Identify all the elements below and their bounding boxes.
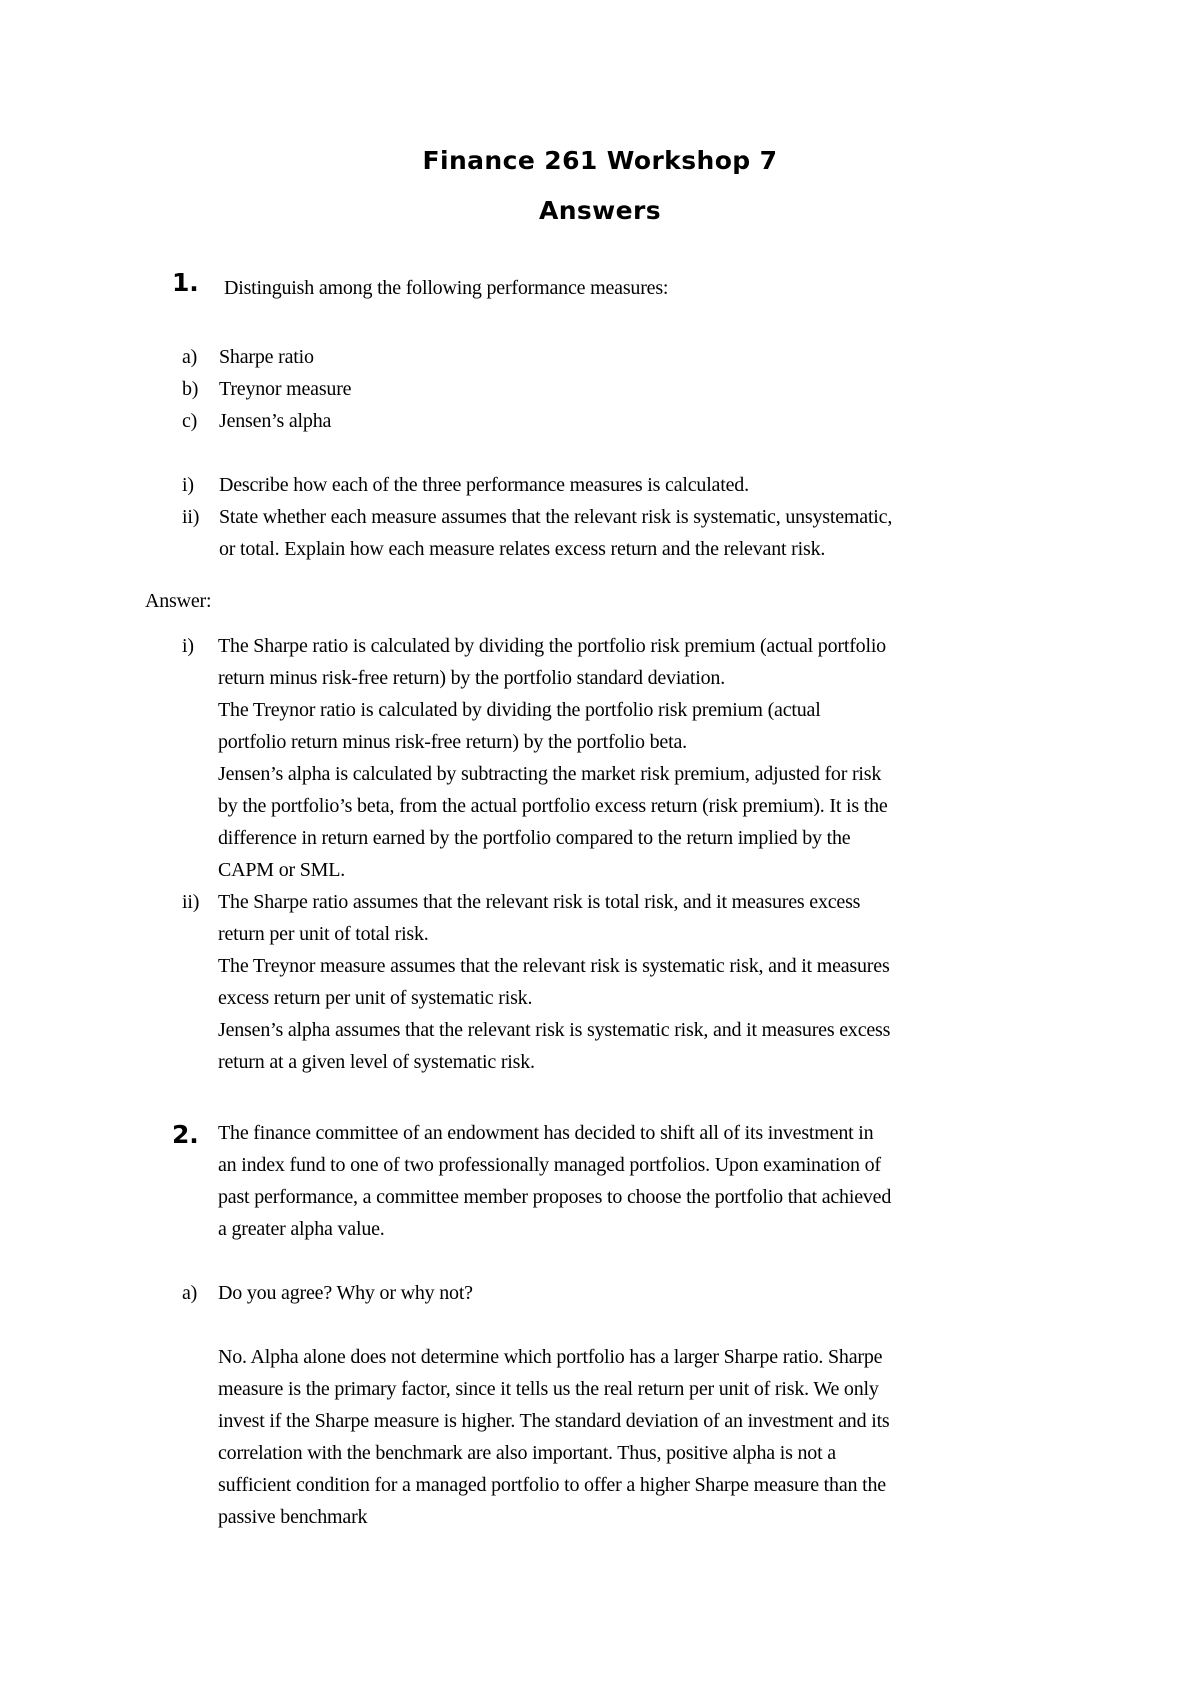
answer-i-line: portfolio return minus risk-free return) by the portfolio beta. <box>218 731 687 753</box>
task-label-i: i) <box>182 474 194 496</box>
task-i-line: Describe how each of the three performance measures is calculated. <box>219 474 749 496</box>
measure-label-b: b) <box>182 378 199 400</box>
measure-treynor: Treynor measure <box>219 378 352 400</box>
question-2-answer-line: sufficient condition for a managed portfolio to offer a higher Sharpe measure than the <box>218 1474 886 1496</box>
answer-label-i: i) <box>182 635 194 657</box>
question-1-prompt: Distinguish among the following performance measures: <box>224 277 669 299</box>
answer-ii-line: excess return per unit of systematic risk. <box>218 987 533 1009</box>
task-ii-line: State whether each measure assumes that the relevant risk is systematic, unsystematic, <box>219 506 893 528</box>
measure-sharpe-ratio: Sharpe ratio <box>219 346 314 368</box>
answer-ii-line: return per unit of total risk. <box>218 923 429 945</box>
answer-i-line: The Sharpe ratio is calculated by dividing the portfolio risk premium (actual portfolio <box>218 635 886 657</box>
answer-i-line: Jensen’s alpha is calculated by subtracting the market risk premium, adjusted for risk <box>218 763 882 785</box>
question-2-number: 2. <box>172 1120 199 1149</box>
answer-i-line: difference in return earned by the portfolio compared to the return implied by the <box>218 827 851 849</box>
question-2-prompt-line: an index fund to one of two professionally managed portfolios. Upon examination of <box>218 1154 881 1176</box>
answer-ii-line: The Sharpe ratio assumes that the relevant risk is total risk, and it measures excess <box>218 891 861 913</box>
question-1-number: 1. <box>172 268 199 297</box>
answer-ii-line: The Treynor measure assumes that the relevant risk is systematic risk, and it measures <box>218 955 890 977</box>
question-2-answer-line: passive benchmark <box>218 1506 368 1528</box>
page-title: Finance 261 Workshop 7 <box>422 146 778 175</box>
answer-ii-line: Jensen’s alpha assumes that the relevant risk is systematic risk, and it measures excess <box>218 1019 891 1041</box>
question-2-answer-line: measure is the primary factor, since it tells us the real return per unit of risk. We only <box>218 1378 879 1400</box>
answer-i-line: The Treynor ratio is calculated by dividing the portfolio risk premium (actual <box>218 699 821 721</box>
question-2-answer-line: correlation with the benchmark are also important. Thus, positive alpha is not a <box>218 1442 836 1464</box>
answer-i-line: return minus risk-free return) by the portfolio standard deviation. <box>218 667 726 689</box>
question-2-prompt-line: a greater alpha value. <box>218 1218 385 1240</box>
question-2-prompt-line: The finance committee of an endowment has decided to shift all of its investment in <box>218 1122 874 1144</box>
question-2-sub-question: Do you agree? Why or why not? <box>218 1282 473 1304</box>
answer-ii-line: return at a given level of systematic risk. <box>218 1051 535 1073</box>
answer-label-ii: ii) <box>182 891 200 913</box>
answer-label: Answer: <box>145 590 212 612</box>
measure-label-c: c) <box>182 410 198 432</box>
measure-label-a: a) <box>182 346 198 368</box>
question-2-answer-line: invest if the Sharpe measure is higher. The standard deviation of an investment and its <box>218 1410 890 1432</box>
answer-i-line: CAPM or SML. <box>218 859 346 881</box>
question-2-prompt-line: past performance, a committee member proposes to choose the portfolio that achieved <box>218 1186 892 1208</box>
page-subtitle: Answers <box>538 196 662 225</box>
question-2-sub-label: a) <box>182 1282 198 1304</box>
measure-jensens-alpha: Jensen’s alpha <box>219 410 332 432</box>
task-label-ii: ii) <box>182 506 200 528</box>
answer-i-line: by the portfolio’s beta, from the actual portfolio excess return (risk premium). It is the <box>218 795 888 817</box>
question-2-answer-line: No. Alpha alone does not determine which portfolio has a larger Sharpe ratio. Sharpe <box>218 1346 883 1368</box>
task-ii-line: or total. Explain how each measure relates excess return and the relevant risk. <box>219 538 826 560</box>
